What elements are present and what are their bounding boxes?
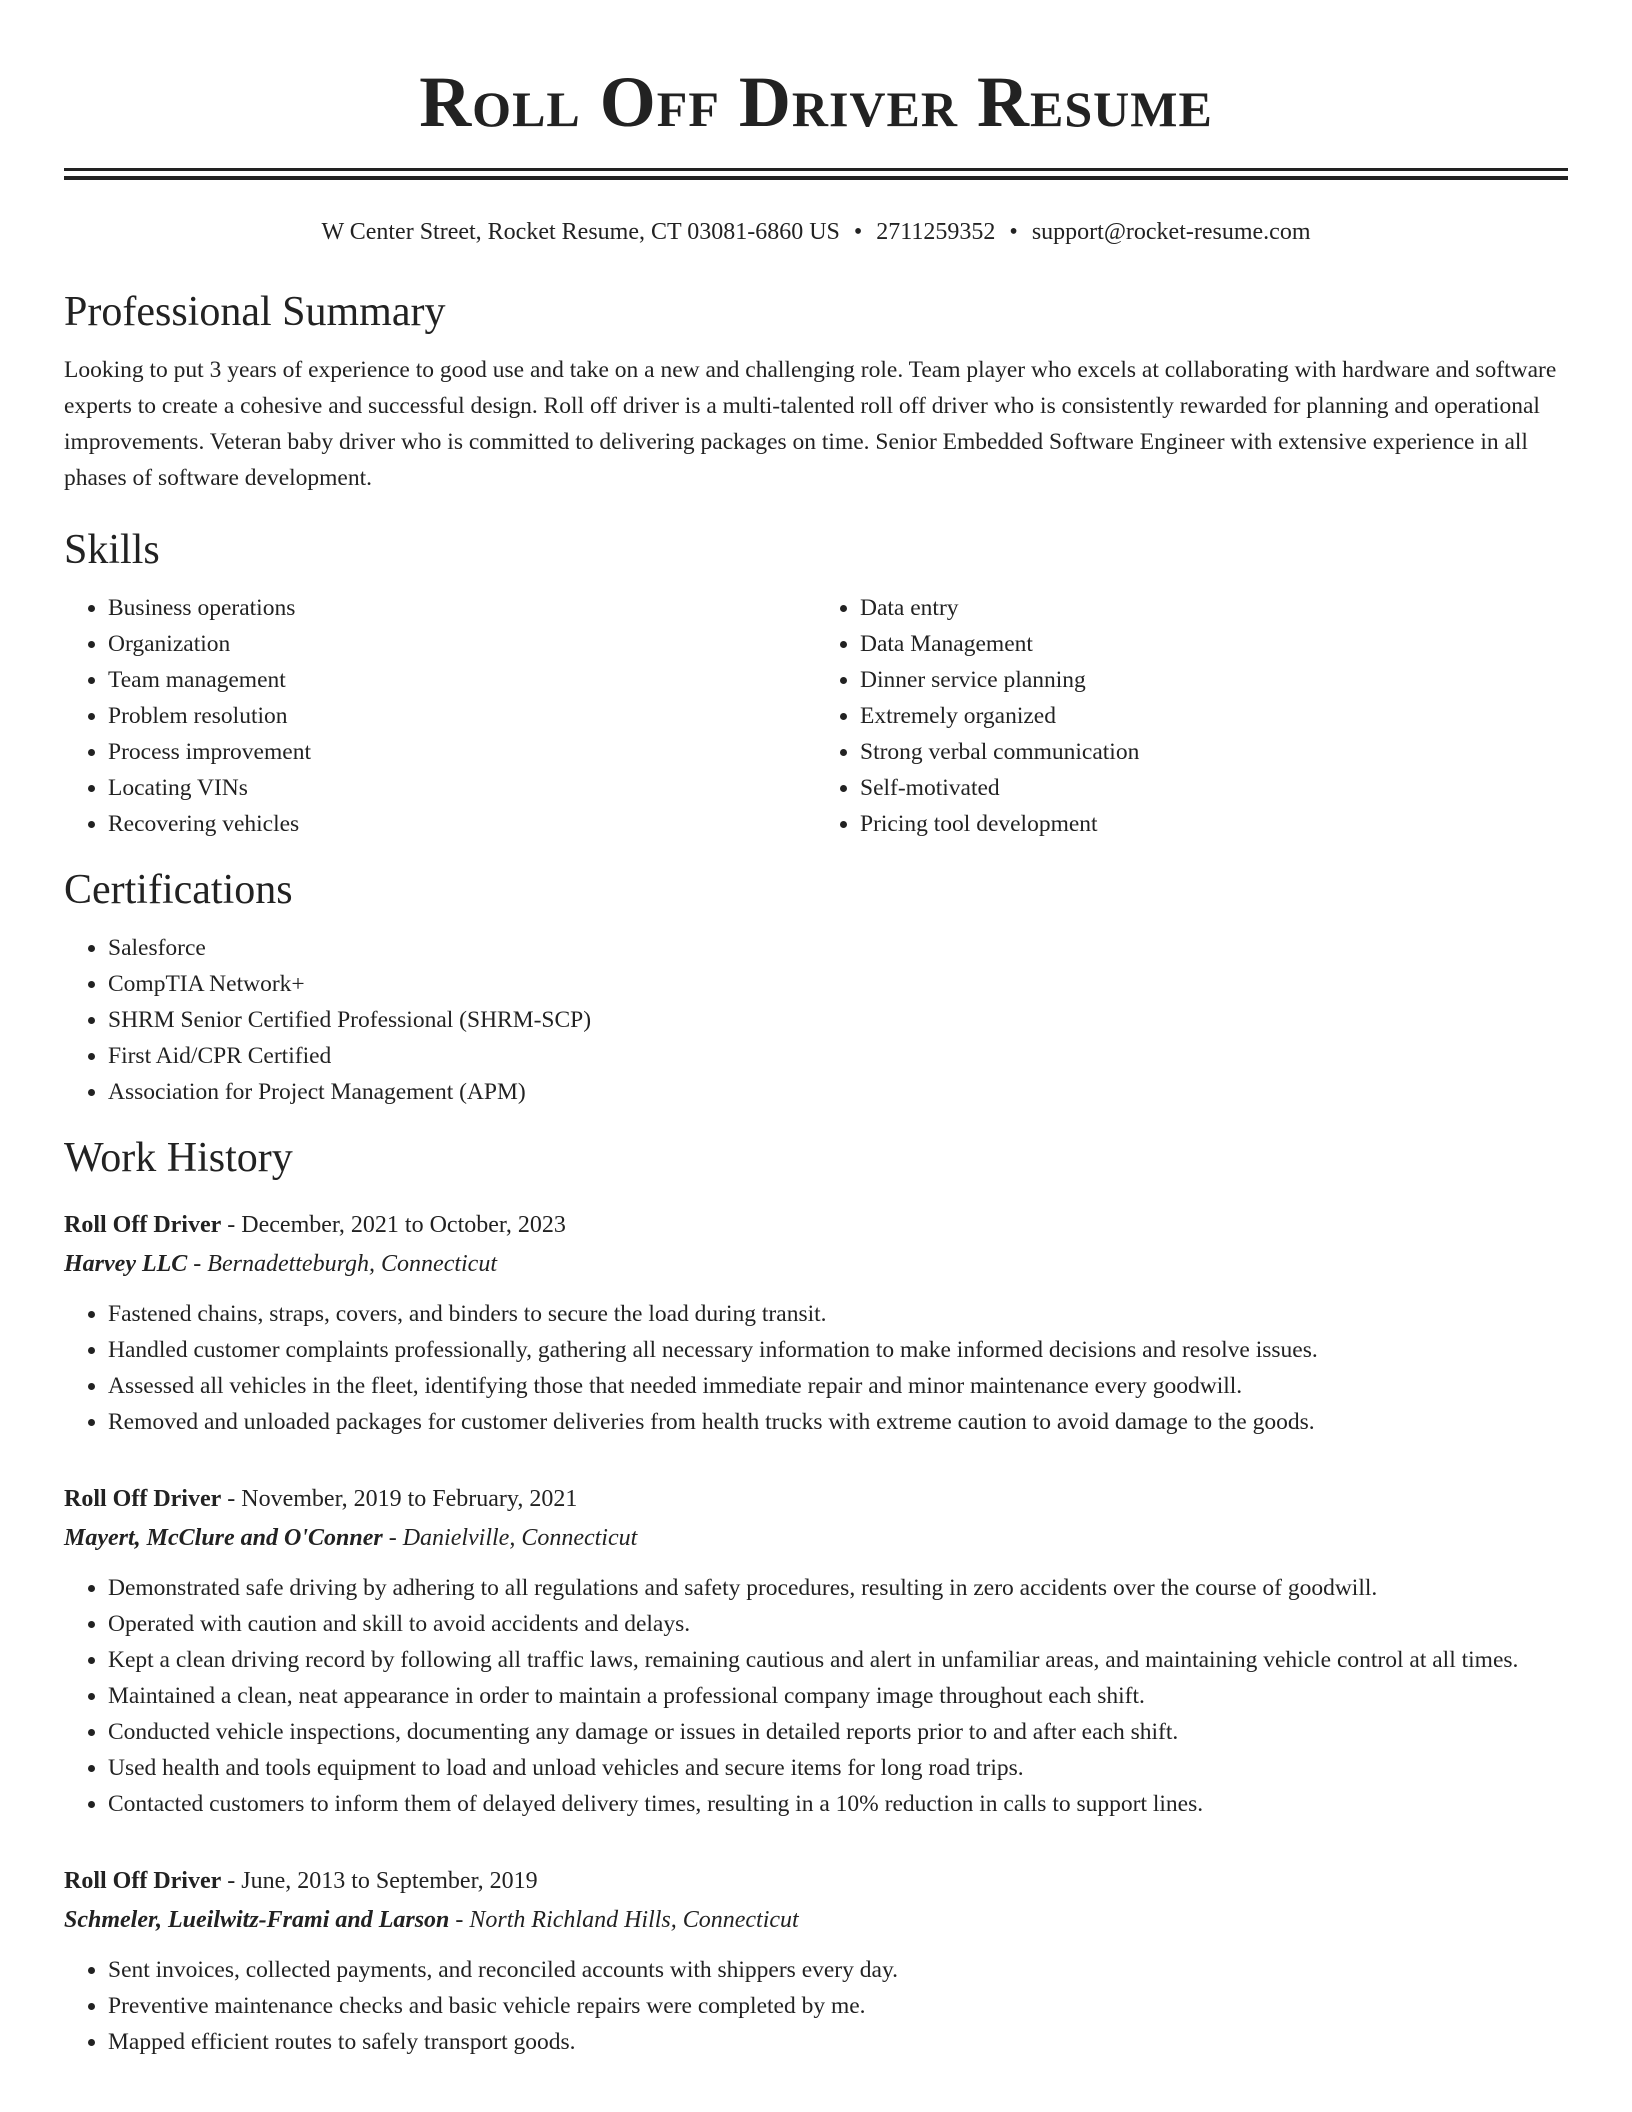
job-title-line bbox=[64, 1862, 1568, 1900]
skill-item: • Strong verbal communication bbox=[860, 734, 1568, 770]
job-entry bbox=[64, 1206, 1568, 1440]
duties-list bbox=[64, 1952, 1568, 2060]
duty-item: • Preventive maintenance checks and basic vehicle repairs were completed by me. bbox=[108, 1988, 1568, 2024]
certification-item: • First Aid/CPR Certified bbox=[108, 1038, 1568, 1074]
page-title: Roll Off Driver Resume bbox=[419, 62, 1213, 142]
work-history-heading: Work History bbox=[64, 1135, 293, 1181]
company-line bbox=[64, 1900, 1568, 1940]
skills-list-left bbox=[64, 590, 816, 842]
contact-email: support@rocket-resume.com bbox=[1031, 219, 1311, 245]
certification-item: • CompTIA Network+ bbox=[108, 966, 1568, 1002]
skill-item: • Dinner service planning bbox=[860, 662, 1568, 698]
summary-text: Looking to put 3 years of experience to good use and take on a new and challenging role. Team player who excels at collaborating with hardware and software experts to create a cohesive and successful design. Roll off driver is a multi-talented roll off driver who is consistently rewarded for planning and operational improvements. Veteran baby driver who is committed to delivering packages on time. Senior Embedded Software Engineer with extensive experience in all phases of software development. bbox=[64, 357, 1557, 491]
certifications-list bbox=[64, 930, 1568, 1110]
certification-item: • Association for Project Management (APM) bbox=[108, 1074, 1568, 1110]
skill-item: • Team management bbox=[108, 662, 816, 698]
duty-item: • Contacted customers to inform them of delayed delivery times, resulting in a 10% reduction in calls to support lines. bbox=[108, 1786, 1568, 1822]
skill-item: • Organization bbox=[108, 626, 816, 662]
duty-item: • Fastened chains, straps, covers, and binders to secure the load during transit. bbox=[108, 1296, 1568, 1332]
title-divider bbox=[64, 168, 1568, 180]
duty-item: • Kept a clean driving record by following all traffic laws, remaining cautious and alert in unfamiliar areas, and maintaining vehicle control at all times. bbox=[108, 1642, 1568, 1678]
job-dates: - June, 2013 to September, 2019 bbox=[221, 1868, 538, 1894]
job-title-line bbox=[64, 1480, 1568, 1518]
duty-item: • Conducted vehicle inspections, documenting any damage or issues in detailed reports prior to and after each shift. bbox=[108, 1714, 1568, 1750]
company-name: Harvey LLC bbox=[64, 1251, 188, 1277]
job-entry bbox=[64, 1862, 1568, 2060]
certifications-heading: Certifications bbox=[64, 867, 293, 913]
skills-list-right bbox=[816, 590, 1568, 842]
job-title: Roll Off Driver bbox=[64, 1212, 222, 1238]
job-title: Roll Off Driver bbox=[64, 1486, 222, 1512]
company-line bbox=[64, 1244, 1568, 1284]
duties-list bbox=[64, 1296, 1568, 1440]
company-location: - North Richland Hills, Connecticut bbox=[449, 1907, 799, 1933]
duty-item: • Operated with caution and skill to avoid accidents and delays. bbox=[108, 1606, 1568, 1642]
contact-separator: • bbox=[1009, 219, 1018, 245]
skill-item: • Self-motivated bbox=[860, 770, 1568, 806]
job-dates: - November, 2019 to February, 2021 bbox=[221, 1486, 578, 1512]
company-location: - Bernadetteburgh, Connecticut bbox=[187, 1251, 497, 1277]
duty-item: • Sent invoices, collected payments, and reconciled accounts with shippers every day. bbox=[108, 1952, 1568, 1988]
certification-item: • Salesforce bbox=[108, 930, 1568, 966]
skill-item: • Problem resolution bbox=[108, 698, 816, 734]
contact-separator: • bbox=[853, 219, 863, 245]
skills-heading: Skills bbox=[64, 527, 160, 573]
company-name: Mayert, McClure and O'Conner bbox=[64, 1525, 383, 1551]
skills-columns bbox=[64, 590, 1568, 842]
duty-item: • Demonstrated safe driving by adhering to all regulations and safety procedures, resulting in zero accidents over the course of goodwill. bbox=[108, 1570, 1568, 1606]
duty-item: • Maintained a clean, neat appearance in order to maintain a professional company image throughout each shift. bbox=[108, 1678, 1568, 1714]
duty-item: • Mapped efficient routes to safely transport goods. bbox=[108, 2024, 1568, 2060]
contact-phone: 2711259352 bbox=[876, 219, 996, 245]
contact-address: W Center Street, Rocket Resume, CT 03081-6860 US bbox=[321, 219, 840, 245]
company-name: Schmeler, Lueilwitz-Frami and Larson bbox=[64, 1907, 450, 1933]
skill-item: • Data entry bbox=[860, 590, 1568, 626]
skill-item: • Data Management bbox=[860, 626, 1568, 662]
duty-item: • Handled customer complaints professionally, gathering all necessary information to make informed decisions and resolve issues. bbox=[108, 1332, 1568, 1368]
job-title: Roll Off Driver bbox=[64, 1868, 222, 1894]
duty-item: • Assessed all vehicles in the fleet, identifying those that needed immediate repair and minor maintenance every goodwill. bbox=[108, 1368, 1568, 1404]
summary-heading: Professional Summary bbox=[64, 289, 446, 335]
skill-item: • Process improvement bbox=[108, 734, 816, 770]
job-title-line bbox=[64, 1206, 1568, 1244]
company-location: - Danielville, Connecticut bbox=[382, 1525, 638, 1551]
job-entry bbox=[64, 1480, 1568, 1822]
skill-item: • Extremely organized bbox=[860, 698, 1568, 734]
skill-item: • Pricing tool development bbox=[860, 806, 1568, 842]
certification-item: • SHRM Senior Certified Professional (SHRM-SCP) bbox=[108, 1002, 1568, 1038]
skill-item: • Recovering vehicles bbox=[108, 806, 816, 842]
duty-item: • Used health and tools equipment to load and unload vehicles and secure items for long road trips. bbox=[108, 1750, 1568, 1786]
job-dates: - December, 2021 to October, 2023 bbox=[221, 1212, 566, 1238]
duty-item: • Removed and unloaded packages for customer deliveries from health trucks with extreme caution to avoid damage to the goods. bbox=[108, 1404, 1568, 1440]
contact-line bbox=[64, 216, 1568, 248]
skill-item: • Locating VINs bbox=[108, 770, 816, 806]
company-line bbox=[64, 1518, 1568, 1558]
skill-item: • Business operations bbox=[108, 590, 816, 626]
duties-list bbox=[64, 1570, 1568, 1822]
